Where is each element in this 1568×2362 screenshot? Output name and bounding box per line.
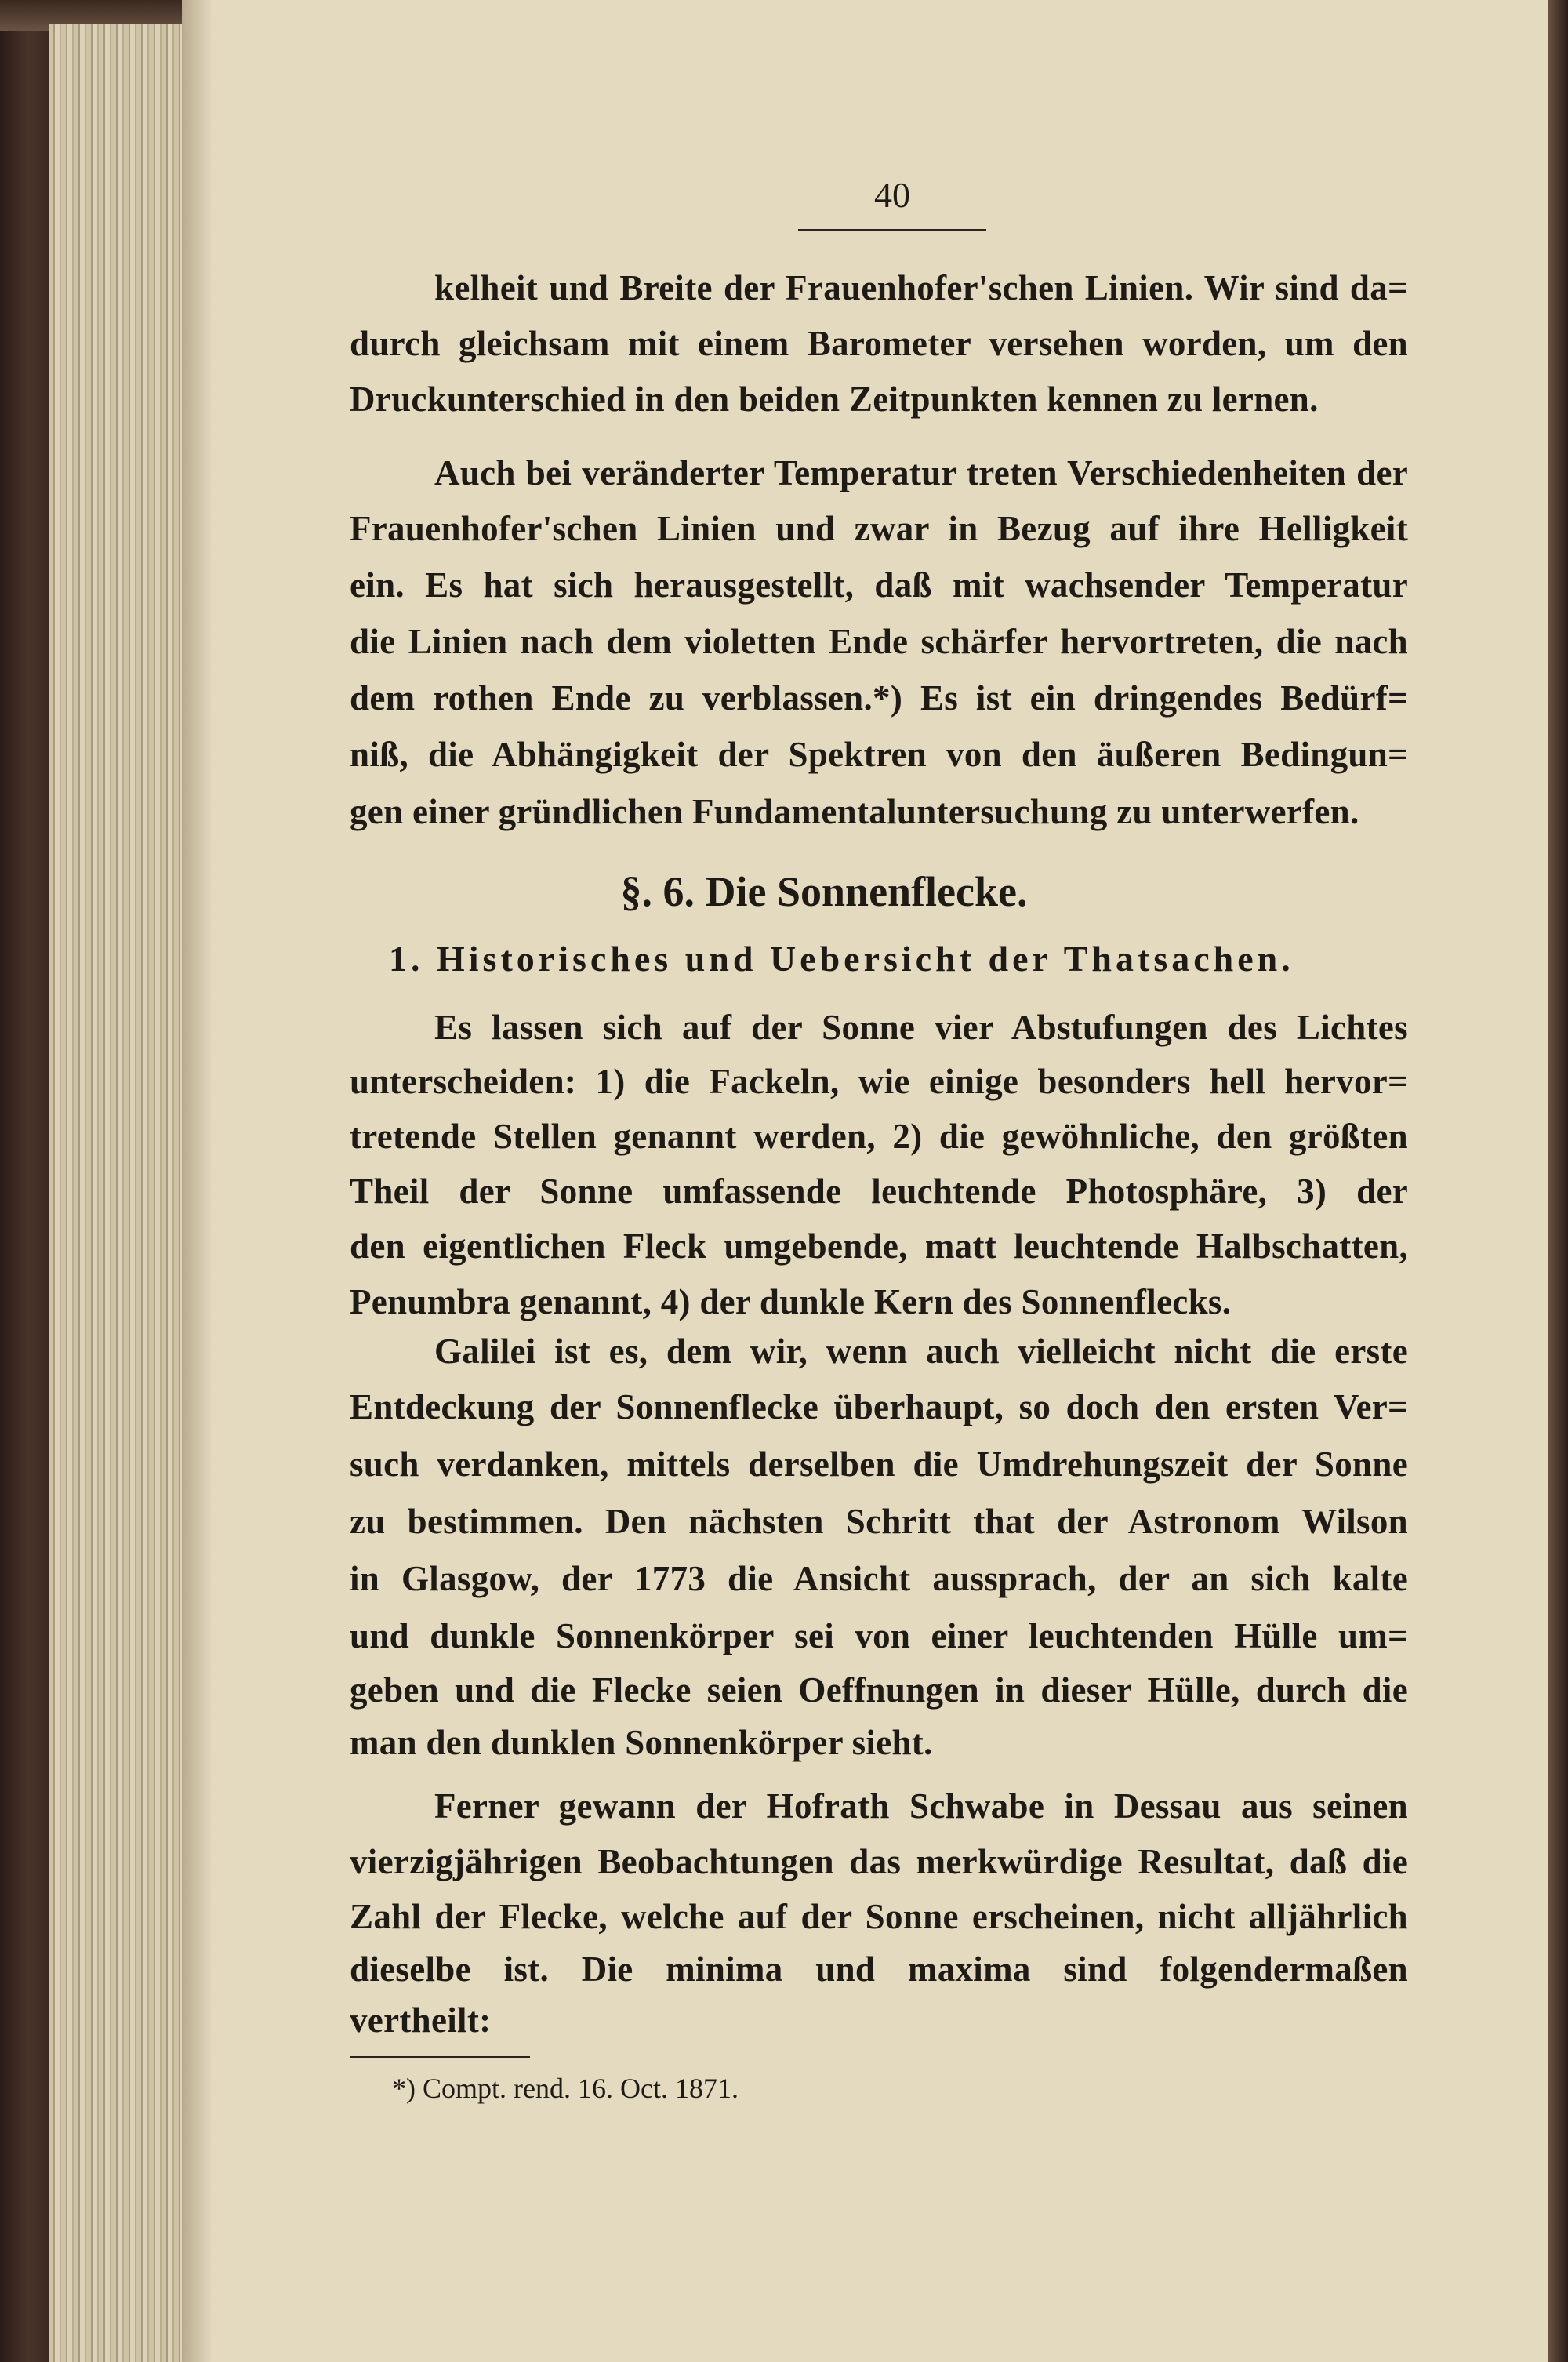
text-line: Frauenhofer'schen Linien und zwar in Bezug auf ihre Helligkeit — [350, 509, 1408, 548]
text-line: geben und die Flecke seien Oeffnungen in dieser Hülle, durch die — [350, 1670, 1408, 1710]
text-line: Es lassen sich auf der Sonne vier Abstufungen des Lichtes — [434, 1008, 1408, 1047]
text-line: kelheit und Breite der Frauenhofer'schen Linien. Wir sind da= — [434, 268, 1408, 307]
text-line: dem rothen Ende zu verblassen.*) Es ist ein dringendes Bedürf= — [350, 678, 1408, 718]
text-line: die Linien nach dem violetten Ende schärfer hervortreten, die nach — [350, 622, 1408, 661]
text-line: niß, die Abhängigkeit der Spektren von den äußeren Bedingun= — [350, 735, 1408, 774]
page-edges — [49, 24, 182, 2362]
text-line: Galilei ist es, dem wir, wenn auch vielleicht nicht die erste — [434, 1332, 1408, 1371]
text-line: such verdanken, mittels derselben die Umdrehungszeit der Sonne — [350, 1444, 1408, 1484]
text-line: zu bestimmen. Den nächsten Schritt that der Astronom Wilson — [350, 1502, 1408, 1541]
footnote-rule — [350, 2056, 530, 2058]
text-line: Zahl der Flecke, welche auf der Sonne erscheinen, nicht alljährlich — [350, 1897, 1408, 1936]
text-line: in Glasgow, der 1773 die Ansicht aussprach, der an sich kalte — [350, 1559, 1408, 1598]
page-gutter — [182, 0, 213, 2362]
text-line: Theil der Sonne umfassende leuchtende Photosphäre, 3) der — [350, 1172, 1408, 1211]
text-line: dieselbe ist. Die minima und maxima sind folgendermaßen — [350, 1950, 1408, 1989]
text-line: Druckunterschied in den beiden Zeitpunkten kennen zu lernen. — [350, 380, 1319, 419]
footnote: *) Compt. rend. 16. Oct. 1871. — [392, 2073, 739, 2104]
text-line: Penumbra genannt, 4) der dunkle Kern des Sonnenflecks. — [350, 1282, 1232, 1321]
book-cover-edge — [0, 0, 49, 2362]
subsection-heading: 1. Historisches und Uebersicht der Thatsachen. — [389, 939, 1294, 979]
text-line: gen einer gründlichen Fundamentaluntersuchung zu unterwerfen. — [350, 792, 1359, 831]
text-line: Ferner gewann der Hofrath Schwabe in Dessau aus seinen — [434, 1786, 1408, 1826]
book-cover-right — [1548, 0, 1568, 2362]
text-line: Auch bei veränderter Temperatur treten Verschiedenheiten der — [434, 453, 1408, 492]
text-line: Entdeckung der Sonnenflecke überhaupt, so doch den ersten Ver= — [350, 1387, 1408, 1426]
text-line: vierzigjährigen Beobachtungen das merkwürdige Resultat, daß die — [350, 1842, 1408, 1881]
text-line: unterscheiden: 1) die Fackeln, wie einige besonders hell hervor= — [350, 1062, 1408, 1101]
text-line: und dunkle Sonnenkörper sei von einer leuchtenden Hülle um= — [350, 1616, 1408, 1655]
page-number-rule — [798, 229, 986, 231]
text-line: man den dunklen Sonnenkörper sieht. — [350, 1723, 933, 1762]
text-line: vertheilt: — [350, 2000, 492, 2040]
text-line: ein. Es hat sich herausgestellt, daß mit wachsender Temperatur — [350, 565, 1408, 605]
text-line: den eigentlichen Fleck umgebende, matt leuchtende Halbschatten, — [350, 1226, 1408, 1266]
section-heading: §. 6. Die Sonnenflecke. — [620, 868, 1028, 915]
text-line: durch gleichsam mit einem Barometer versehen worden, um den — [350, 324, 1408, 363]
text-line: tretende Stellen genannt werden, 2) die gewöhnliche, den größten — [350, 1117, 1408, 1156]
page-number: 40 — [874, 175, 910, 215]
